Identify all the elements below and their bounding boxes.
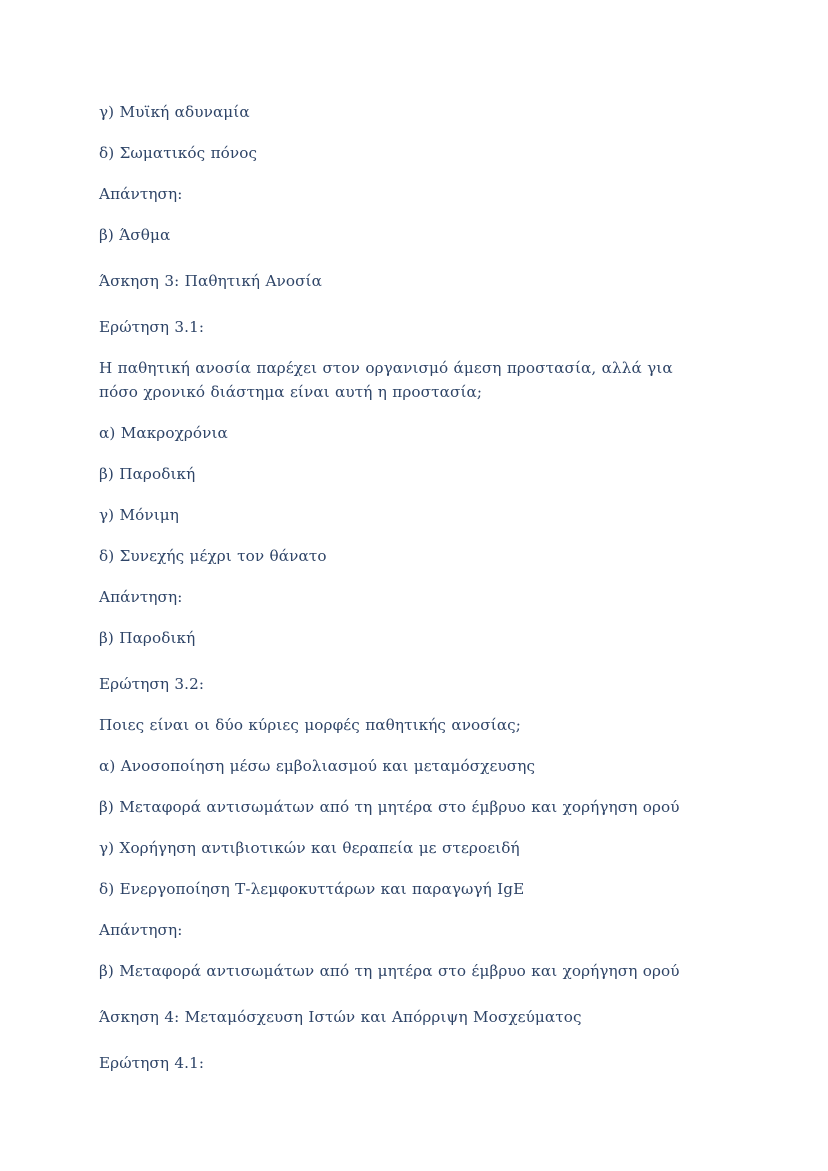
opt-3-2-b: β) Μεταφορά αντισωμάτων από τη μητέρα στο έμβρυο και χορήγηση ορού: [99, 798, 680, 816]
exercise-4: Άσκηση 4: Μεταμόσχευση Ιστών και Απόρριψη Μοσχεύματος: [99, 1008, 582, 1026]
answer-label-3-1: Απάντηση:: [99, 588, 183, 606]
question-3-1: Ερώτηση 3.1:: [99, 318, 205, 336]
opt-3-2-c: γ) Χορήγηση αντιβιοτικών και θεραπεία με στεροειδή: [99, 839, 520, 857]
opt-2-3-c: γ) Μυϊκή αδυναμία: [99, 103, 250, 121]
answer-value-3-1: β) Παροδική: [99, 629, 196, 647]
question-3-2: Ερώτηση 3.2:: [99, 675, 205, 693]
answer-value-2: β) Άσθμα: [99, 226, 171, 244]
opt-3-1-a: α) Μακροχρόνια: [99, 424, 228, 442]
question-3-1-body: Η παθητική ανοσία παρέχει στον οργανισμό άμεση προστασία, αλλά για πόσο χρονικό διάστημα είναι αυτή η προστασία;: [99, 359, 673, 401]
answer-label-3-2: Απάντηση:: [99, 921, 183, 939]
answer-label-2: Απάντηση:: [99, 185, 183, 203]
opt-3-2-a: α) Ανοσοποίηση μέσω εμβολιασμού και μεταμόσχευσης: [99, 757, 536, 775]
opt-3-1-d: δ) Συνεχής μέχρι τον θάνατο: [99, 547, 327, 565]
exercise-3: Άσκηση 3: Παθητική Ανοσία: [99, 272, 322, 290]
opt-3-2-d: δ) Ενεργοποίηση Τ-λεμφοκυττάρων και παραγωγή IgE: [99, 880, 525, 898]
opt-2-3-d: δ) Σωματικός πόνος: [99, 144, 258, 162]
opt-3-1-b: β) Παροδική: [99, 465, 196, 483]
document-text-body: [99, 100, 715, 1075]
opt-3-1-c: γ) Μόνιμη: [99, 506, 179, 524]
answer-value-3-2: β) Μεταφορά αντισωμάτων από τη μητέρα στο έμβρυο και χορήγηση ορού: [99, 962, 680, 980]
question-3-2-body: Ποιες είναι οι δύο κύριες μορφές παθητικής ανοσίας;: [99, 716, 521, 734]
question-4-1: Ερώτηση 4.1:: [99, 1054, 205, 1072]
